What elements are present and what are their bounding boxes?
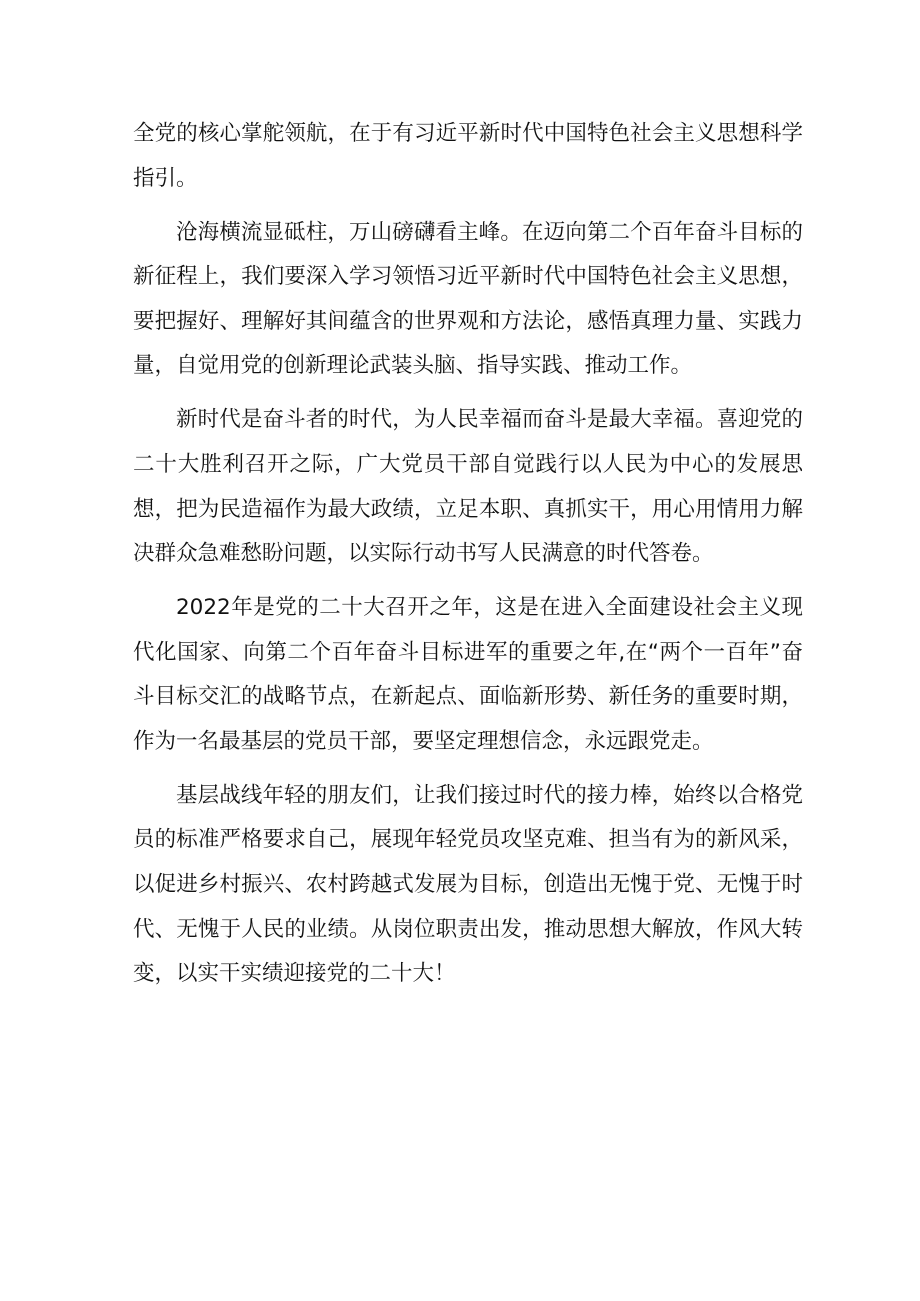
paragraph-3: 新时代是奋斗者的时代，为人民幸福而奋斗是最大幸福。喜迎党的二十大胜利召开之际，广大党员干部自觉践行以人民为中心的发展思想，把为民造福作为最大政绩，立足本职、真抓实干，用心用情用力解决群众急难愁盼问题，以实际行动书写人民满意的时代答卷。 [133, 407, 803, 567]
paragraph-5: 基层战线年轻的朋友们，让我们接过时代的接力棒，始终以合格党员的标准严格要求自己，展现年轻党员攻坚克难、担当有为的新风采，以促进乡村振兴、农村跨越式发展为目标，创造出无愧于党、无愧于时代、无愧于人民的业绩。从岗位职责出发，推动思想大解放，作风大转变，以实干实绩迎接党的二十大！ [133, 782, 803, 987]
paragraph-4: 2022年是党的二十大召开之年，这是在进入全面建设社会主义现代化国家、向第二个百年奋斗目标进军的重要之年,在“两个一百年”奋斗目标交汇的战略节点，在新起点、面临新形势、新任务的重要时期，作为一名最基层的党员干部，要坚定理想信念，永远跟党走。 [133, 595, 803, 754]
paragraph-1: 全党的核心掌舵领航，在于有习近平新时代中国特色社会主义思想科学指引。 [133, 121, 803, 191]
paragraph-2: 沧海横流显砥柱，万山磅礴看主峰。在迈向第二个百年奋斗目标的新征程上，我们要深入学习领悟习近平新时代中国特色社会主义思想，要把握好、理解好其间蕴含的世界观和方法论，感悟真理力量、实践力量，自觉用党的创新理论武装头脑、指导实践、推动工作。 [133, 219, 803, 379]
document-body [133, 112, 803, 1006]
